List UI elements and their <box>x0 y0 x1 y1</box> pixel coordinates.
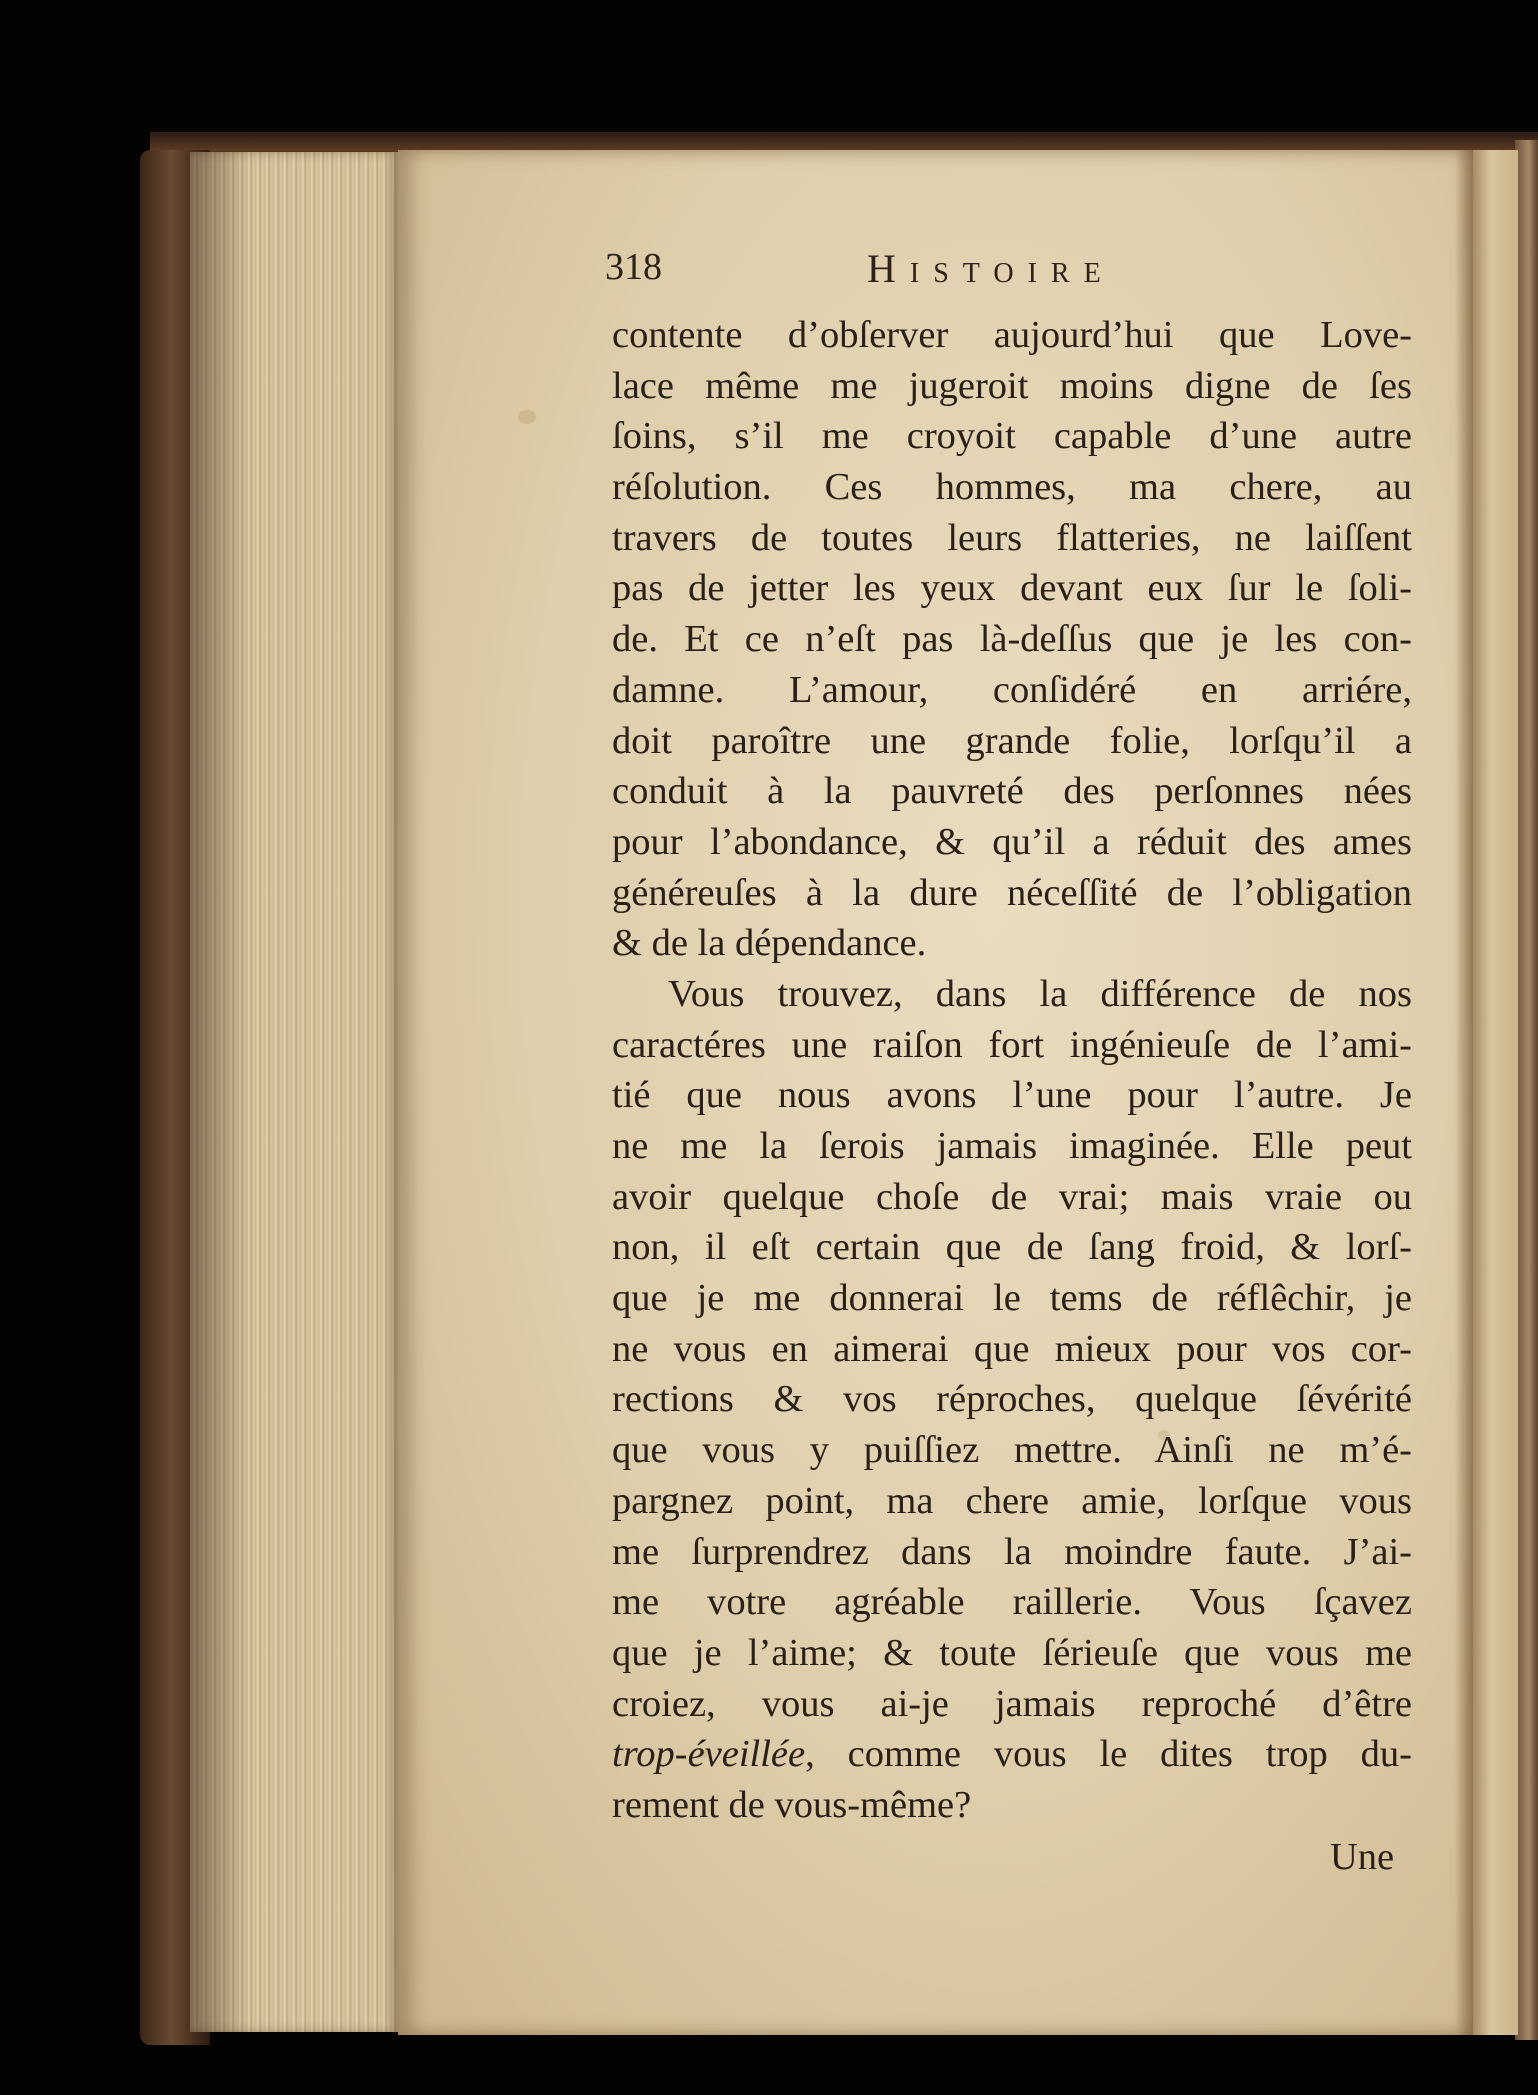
text-line: travers de toutes leurs flatteries, ne laiſſent <box>612 516 1412 559</box>
text-line: & de la dépendance. <box>612 922 927 965</box>
running-head: Histoire <box>867 246 1115 291</box>
catchword: Une <box>1330 1836 1395 1878</box>
text-line: ne vous en aimerai que mieux pour vos cor- <box>612 1327 1412 1370</box>
text-line: réſolution. Ces hommes, ma chere, au <box>612 466 1412 509</box>
text-line: ne me la ſerois jamais imaginée. Elle peut <box>612 1125 1412 1167</box>
body-text <box>612 310 1412 1831</box>
text-line: Vous trouvez, dans la différence de nos <box>668 972 1412 1015</box>
text-line: contente d’obſerver aujourd’hui que Love- <box>612 314 1412 356</box>
page-header <box>605 245 1165 305</box>
text-line: conduit à la pauvreté des perſonnes nées <box>612 770 1412 813</box>
text-line: que je l’aime; & toute ſérieuſe que vous me <box>612 1631 1412 1674</box>
book-cover-right-edge <box>1515 140 1538 2040</box>
text-line: que vous y puiſſiez mettre. Ainſi ne m’é- <box>612 1429 1412 1472</box>
text-line: pas de jetter les yeux devant eux ſur le ſoli- <box>612 567 1412 610</box>
page-number: 318 <box>605 246 662 288</box>
text-line-rest: , comme vous le dites trop du- <box>805 1733 1412 1776</box>
text-line: caractéres une raiſon fort ingénieuſe de l’ami- <box>612 1023 1412 1066</box>
foxing-spot <box>518 410 536 424</box>
text-line: damne. L’amour, conſidéré en arriére, <box>612 668 1412 711</box>
text-line: que je me donnerai le tems de réflêchir, je <box>612 1277 1412 1320</box>
text-line: croiez, vous ai-je jamais reproché d’être <box>612 1682 1412 1725</box>
text-line: me ſurprendrez dans la moindre faute. J’ai- <box>612 1530 1412 1573</box>
text-line: rement de vous-même? <box>612 1783 972 1826</box>
text-line: de. Et ce n’eſt pas là-deſſus que je les con- <box>612 618 1412 661</box>
text-line: avoir quelque choſe de vrai; mais vraie ou <box>612 1175 1412 1218</box>
text-line: me votre agréable raillerie. Vous ſçavez <box>612 1581 1412 1624</box>
text-line <box>612 1729 1412 1780</box>
italic-phrase: trop-éveillée <box>612 1733 806 1776</box>
text-line: ſoins, s’il me croyoit capable d’une autre <box>612 415 1412 458</box>
facing-page-edge <box>1473 150 1518 2035</box>
text-line: non, il eſt certain que de ſang froid, & lorſ- <box>612 1226 1412 1269</box>
text-line: pour l’abondance, & qu’il a réduit des ames <box>612 820 1412 863</box>
text-line: lace même me jugeroit moins digne de ſes <box>612 364 1412 407</box>
text-line: tié que nous avons l’une pour l’autre. Je <box>612 1074 1412 1117</box>
text-line: doit paroître une grande folie, lorſqu’il a <box>612 719 1412 762</box>
page-edges <box>190 152 400 2032</box>
text-line: rections & vos réproches, quelque ſévérité <box>612 1378 1412 1421</box>
text-line: pargnez point, ma chere amie, lorſque vous <box>612 1479 1412 1522</box>
text-line: généreuſes à la dure néceſſité de l’obligation <box>612 871 1412 914</box>
